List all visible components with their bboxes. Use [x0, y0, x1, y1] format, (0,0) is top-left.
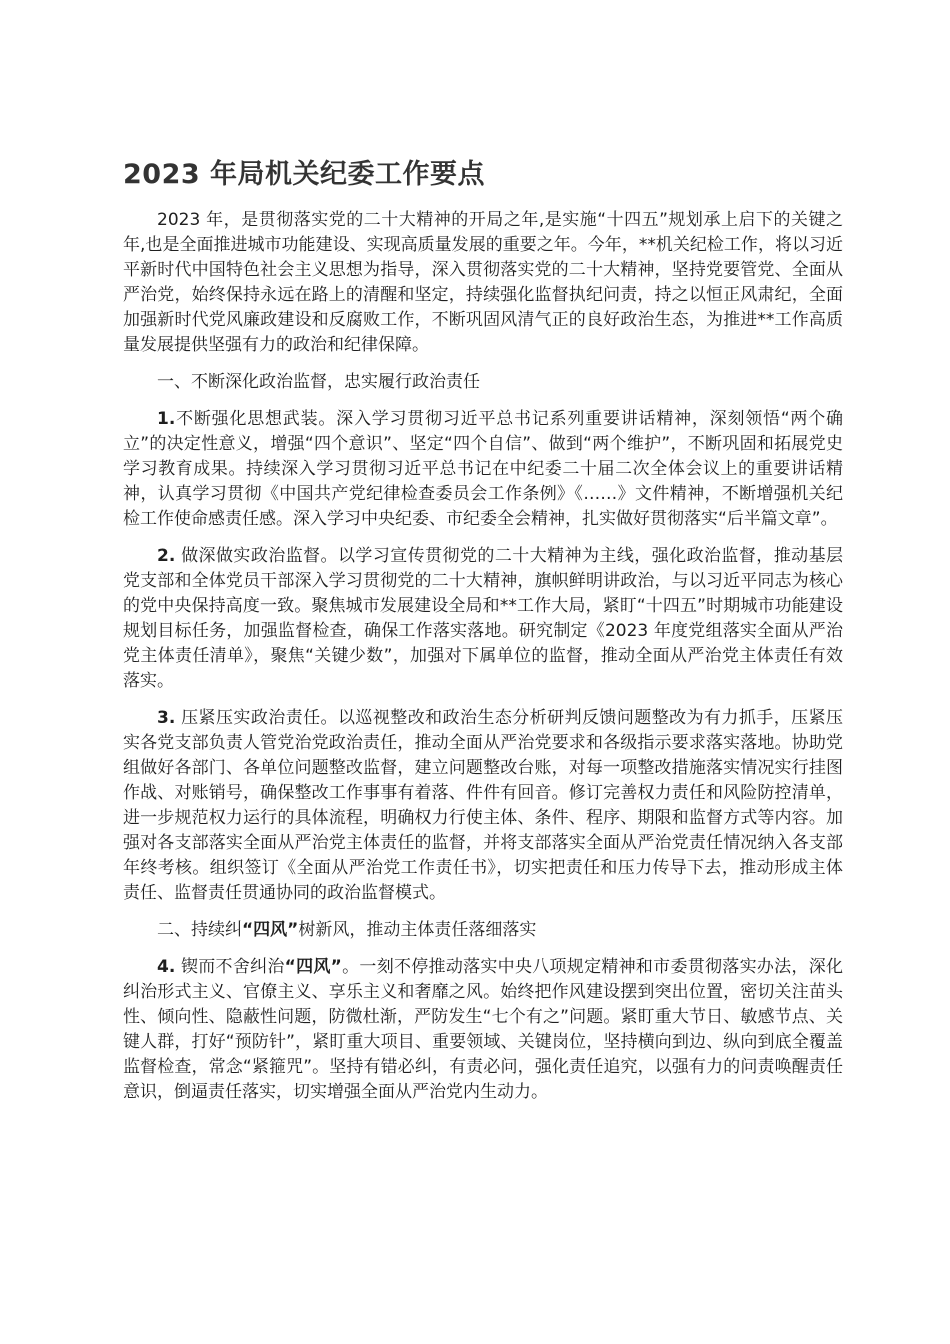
item-2-paragraph	[123, 544, 843, 694]
item-2-text: 做深做实政治监督。以学习宣传贯彻党的二十大精神为主线，强化政治监督，推动基层党支部和全体党员干部深入学习贯彻党的二十大精神，旗帜鲜明讲政治，与以习近平同志为核心的党中央保持高度一致。聚焦城市发展建设全局和**工作大局，紧盯“十四五”时期城市功能建设规划目标任务，加强监督检查，确保工作落实落地。研究制定《2023 年度党组落实全面从严治党主体责任清单》，聚焦“关键少数”，加强对下属单位的监督，推动全面从严治党主体责任有效落实。	[123, 546, 843, 691]
intro-paragraph: 2023 年，是贯彻落实党的二十大精神的开局之年,是实施“十四五”规划承上启下的关键之年,也是全面推进城市功能建设、实现高质量发展的重要之年。今年，**机关纪检工作，将以习近平新时代中国特色社会主义思想为指导，深入贯彻落实党的二十大精神，坚持党要管党、全面从严治党，始终保持永远在路上的清醒和坚定，持续强化监督执纪问责，持之以恒正风肃纪，全面加强新时代党风廉政建设和反腐败工作，不断巩固风清气正的良好政治生态，为推进**工作高质量发展提供坚强有力的政治和纪律保障。	[123, 210, 843, 355]
item-4-lead-emphasis: “四风”	[284, 957, 342, 977]
item-1-number: 1.	[157, 409, 176, 429]
item-4-lead: 锲而不舍纠治	[175, 957, 285, 977]
item-3-number: 3.	[157, 708, 176, 728]
item-1-text: 不断强化思想武装。深入学习贯彻习近平总书记系列重要讲话精神，深刻领悟“两个确立”的决定性意义，增强“四个意识”、坚定“四个自信”、做到“两个维护”，不断巩固和拓展党史学习教育成果。持续深入学习贯彻习近平总书记在中纪委二十届二次全体会议上的重要讲话精神，认真学习贯彻《中国共产党纪律检查委员会工作条例》《……》文件精神，不断增强机关纪检工作使命感责任感。深入学习中央纪委、市纪委全会精神，扎实做好贯彻落实“后半篇文章”。	[123, 409, 843, 529]
section-2-heading-end: 树新风，推动主体责任落细落实	[298, 920, 537, 940]
document-title: 2023 年局机关纪委工作要点	[123, 159, 486, 190]
section-2-heading-start: 二、持续纠	[157, 920, 242, 940]
section-1-heading: 一、不断深化政治监督，忠实履行政治责任	[157, 372, 480, 392]
section-2-heading	[123, 918, 843, 943]
item-3-text: 压紧压实政治责任。以巡视整改和政治生态分析研判反馈问题整改为有力抓手，压紧压实各党支部负责人管党治党政治责任，推动全面从严治党要求和各级指示要求落实落地。协助党组做好各部门、各单位问题整改监督，建立问题整改台账，对每一项整改措施落实情况实行挂图作战、对账销号，确保整改工作事事有着落、件件有回音。修订完善权力责任和风险防控清单，进一步规范权力运行的具体流程，明确权力行使主体、条件、程序、期限和监督方式等内容。加强对各支部落实全面从严治党主体责任的监督，并将支部落实全面从严治党责任情况纳入各支部年终考核。组织签订《全面从严治党工作责任书》，切实把责任和压力传导下去，推动形成主体责任、监督责任贯通协同的政治监督模式。	[123, 708, 843, 903]
item-3-paragraph	[123, 706, 843, 906]
item-4-paragraph	[123, 955, 843, 1105]
section-2-heading-emphasis: “四风”	[242, 920, 299, 940]
item-4-text: 。一刻不停推动落实中央八项规定精神和市委贯彻落实办法，深化纠治形式主义、官僚主义、享乐主义和奢靡之风。始终把作风建设摆到突出位置，密切关注苗头性、倾向性、隐蔽性问题，防微杜渐，严防发生“七个有之”问题。紧盯重大节日、敏感节点、关键人群，打好“预防针”，紧盯重大项目、重要领域、关键岗位，坚持横向到边、纵向到底全覆盖监督检查，常念“紧箍咒”。坚持有错必纠，有责必问，强化责任追究，以强有力的问责唤醒责任意识，倒逼责任落实，切实增强全面从严治党内生动力。	[123, 957, 843, 1102]
item-1-paragraph	[123, 407, 843, 532]
item-2-number: 2.	[157, 546, 176, 566]
item-4-number: 4.	[157, 957, 176, 977]
document-body	[123, 208, 843, 1117]
